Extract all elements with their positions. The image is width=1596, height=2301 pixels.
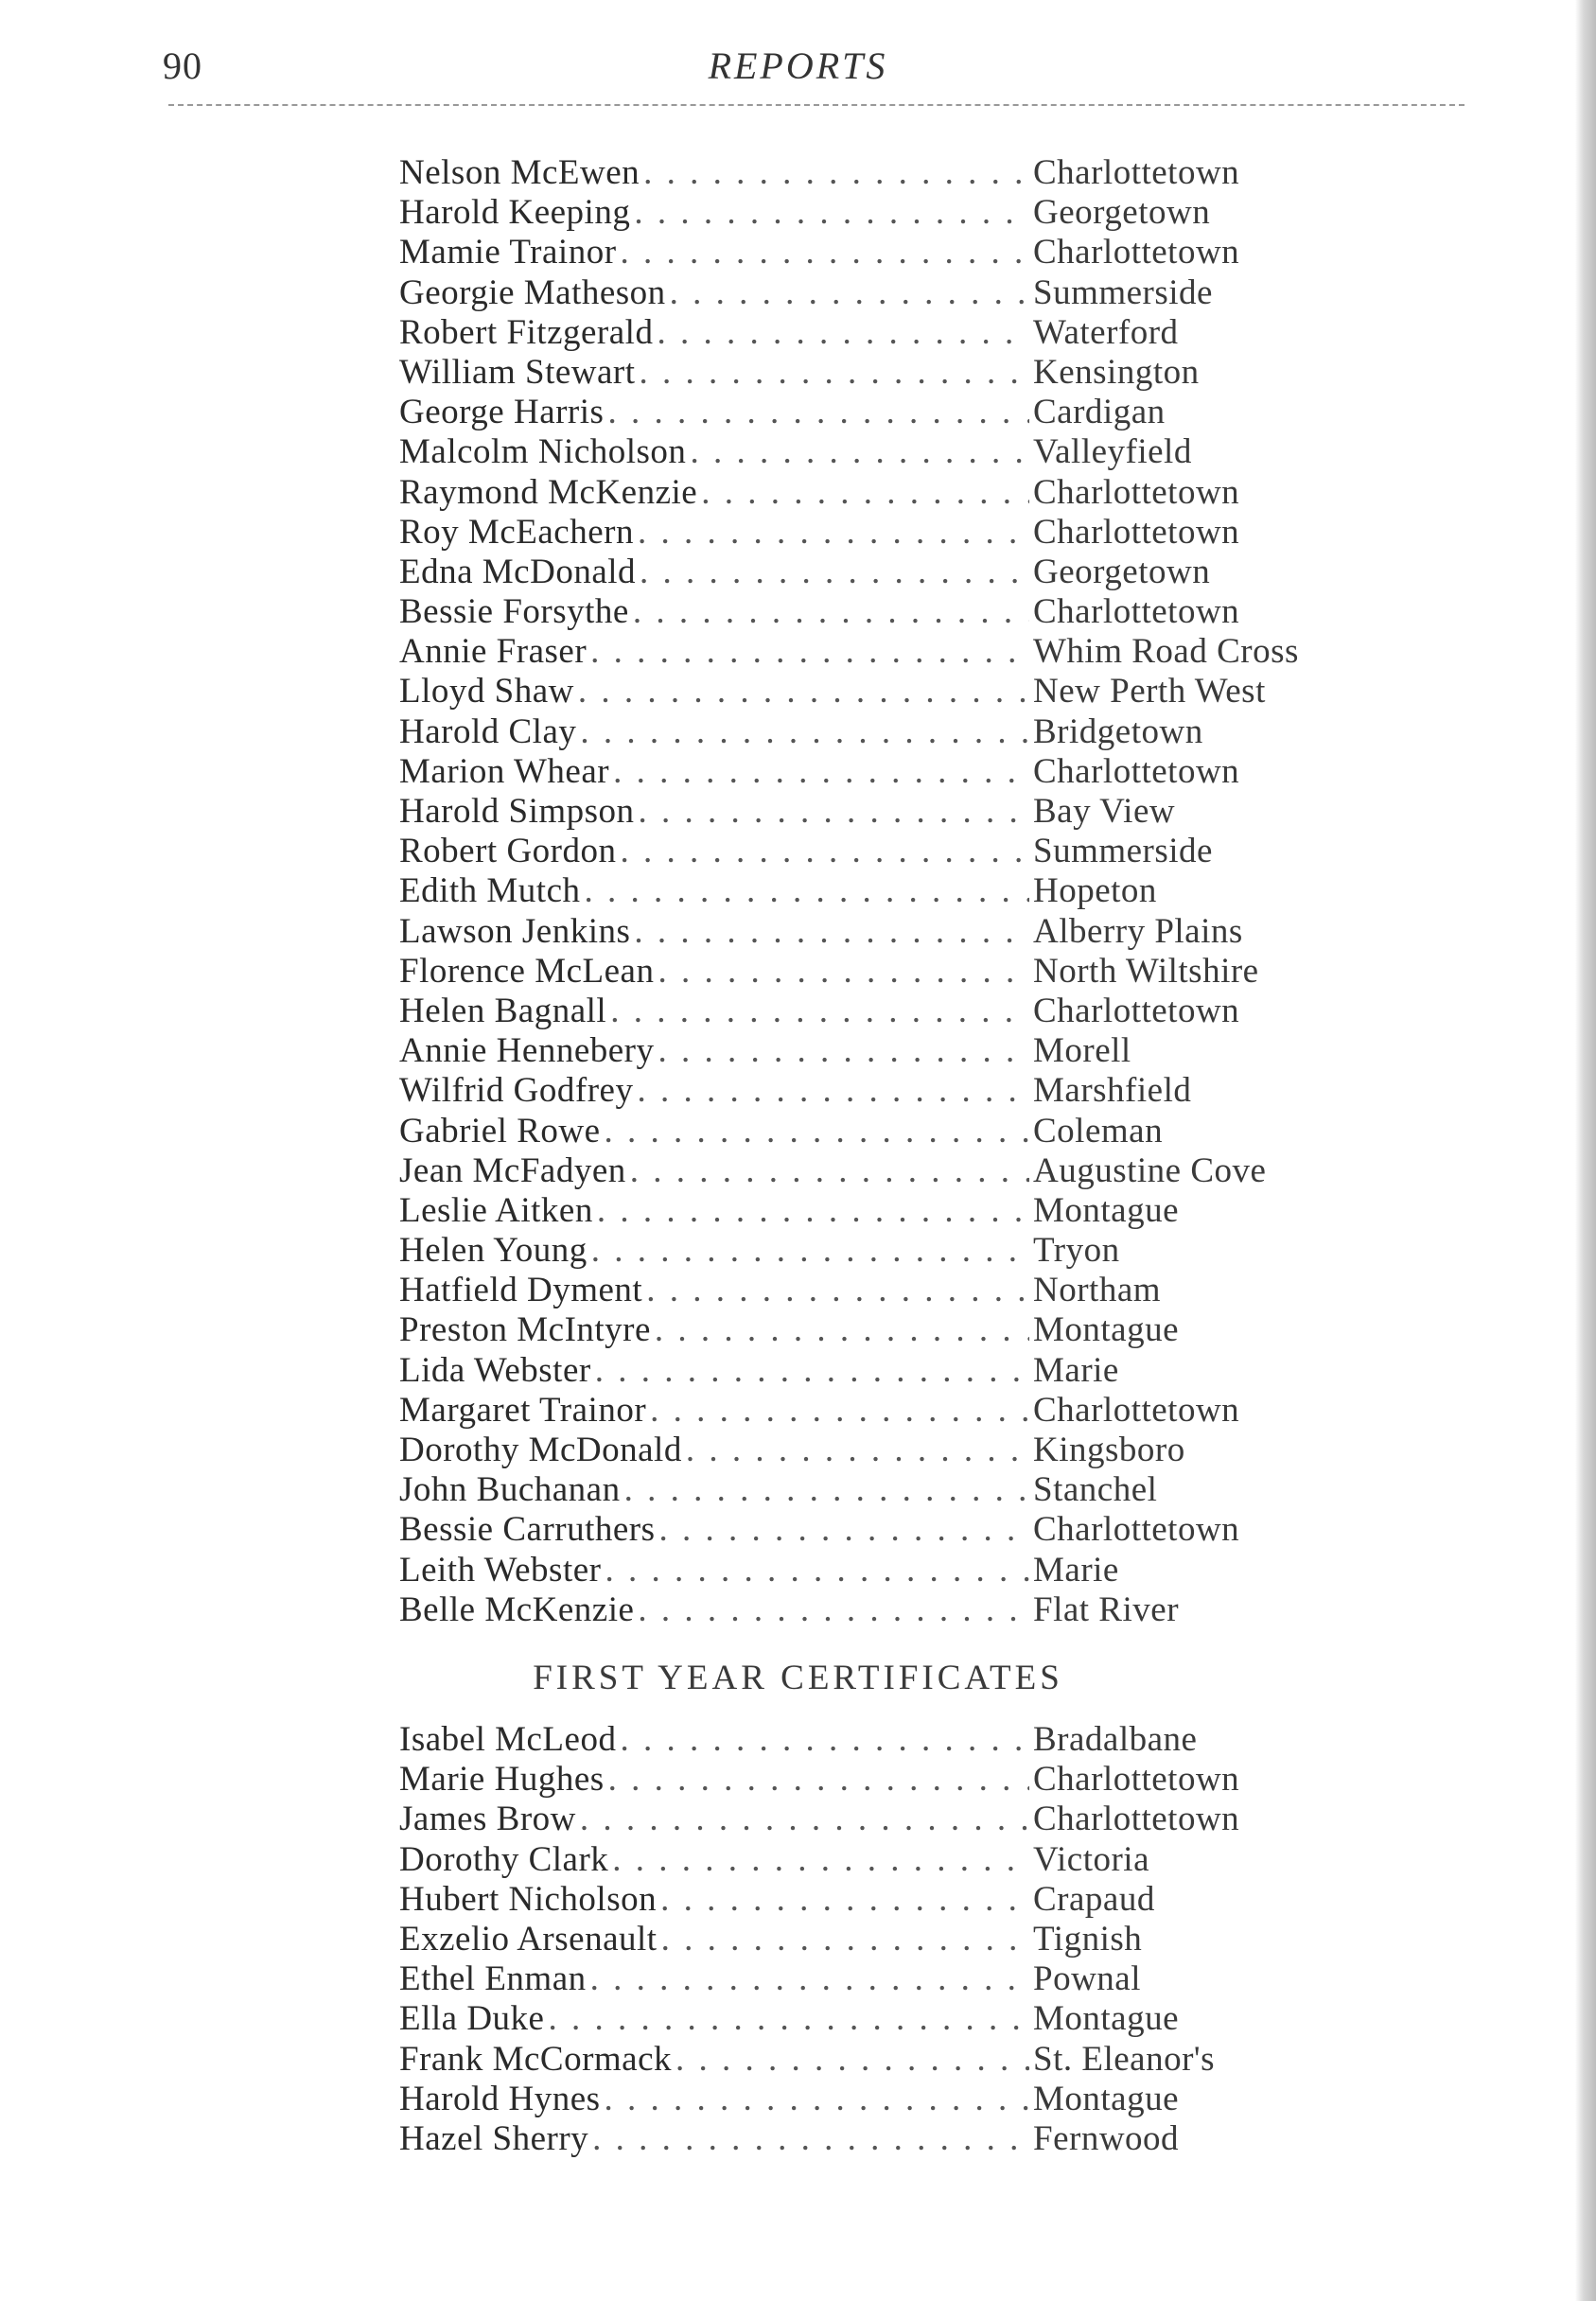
list-item bbox=[399, 1431, 1298, 1470]
list-item bbox=[399, 992, 1298, 1031]
list-item bbox=[399, 1880, 1298, 1920]
list-item bbox=[399, 1310, 1298, 1350]
student-name: Harold Hynes bbox=[399, 2079, 601, 2118]
hometown: Kingsboro bbox=[1033, 1431, 1185, 1469]
hometown: New Perth West bbox=[1033, 672, 1266, 711]
hometown: Marshfield bbox=[1033, 1071, 1192, 1111]
list-item bbox=[399, 672, 1298, 711]
dot-leader bbox=[612, 1840, 1029, 1880]
student-name: Annie Fraser bbox=[399, 632, 588, 672]
hometown: Montague bbox=[1033, 2079, 1180, 2118]
dot-leader bbox=[630, 1151, 1029, 1191]
list-item bbox=[399, 1031, 1298, 1071]
page-edge-shadow bbox=[1575, 0, 1596, 2301]
student-name: Harold Simpson bbox=[399, 792, 635, 831]
hometown: Montague bbox=[1033, 1999, 1180, 2039]
hometown: Kensington bbox=[1033, 352, 1200, 392]
list-item bbox=[399, 473, 1298, 513]
dot-leader bbox=[585, 871, 1029, 911]
hometown: Whim Road Cross bbox=[1033, 632, 1299, 672]
list-item bbox=[399, 952, 1298, 992]
hometown: Charlottetown bbox=[1033, 233, 1240, 272]
student-name: Malcolm Nicholson bbox=[399, 432, 687, 472]
dot-leader bbox=[675, 2040, 1029, 2080]
hometown: Charlottetown bbox=[1033, 472, 1240, 512]
hometown: Waterford bbox=[1033, 312, 1179, 352]
dot-leader bbox=[650, 1391, 1029, 1431]
student-name: Lloyd Shaw bbox=[399, 672, 574, 711]
student-name: Exzelio Arsenault bbox=[399, 1919, 658, 1958]
dot-leader bbox=[638, 1590, 1029, 1630]
dot-leader bbox=[633, 592, 1029, 632]
dot-leader bbox=[624, 1470, 1029, 1510]
hometown: Charlottetown bbox=[1033, 1800, 1240, 1839]
dot-leader bbox=[591, 1231, 1029, 1271]
first-year-certificate-list bbox=[399, 1720, 1298, 2159]
hometown: Northam bbox=[1033, 1271, 1162, 1310]
student-name: Frank McCormack bbox=[399, 2039, 673, 2079]
student-name: Bessie Carruthers bbox=[399, 1510, 656, 1550]
hometown: Summerside bbox=[1033, 832, 1213, 871]
hometown: Cardigan bbox=[1033, 393, 1166, 432]
dot-leader bbox=[646, 1271, 1029, 1310]
dot-leader bbox=[578, 672, 1029, 711]
student-name: Lawson Jenkins bbox=[399, 911, 631, 951]
list-item bbox=[399, 1231, 1298, 1271]
dot-leader bbox=[643, 153, 1029, 193]
dot-leader bbox=[658, 952, 1029, 992]
list-item bbox=[399, 2119, 1298, 2159]
student-name: John Buchanan bbox=[399, 1470, 621, 1510]
hometown: Charlottetown bbox=[1033, 592, 1240, 632]
dot-leader bbox=[605, 1551, 1029, 1590]
student-name: Hubert Nicholson bbox=[399, 1879, 658, 1919]
student-name: Gabriel Rowe bbox=[399, 1111, 601, 1150]
list-item bbox=[399, 912, 1298, 952]
dot-leader bbox=[686, 1431, 1029, 1470]
list-item bbox=[399, 1510, 1298, 1550]
student-name: Georgie Matheson bbox=[399, 272, 666, 312]
hometown: Flat River bbox=[1033, 1590, 1180, 1629]
student-name: Roy McEachern bbox=[399, 512, 634, 552]
hometown: Valleyfield bbox=[1033, 432, 1192, 472]
list-item bbox=[399, 1760, 1298, 1800]
hometown: Augustine Cove bbox=[1033, 1150, 1267, 1190]
dot-leader bbox=[621, 832, 1030, 871]
list-item bbox=[399, 1551, 1298, 1590]
dot-leader bbox=[660, 1880, 1029, 1920]
certificate-list bbox=[399, 153, 1298, 1630]
page-number: 90 bbox=[163, 44, 202, 87]
running-head: REPORTS bbox=[708, 44, 888, 87]
dot-leader bbox=[640, 553, 1029, 592]
student-name: Wilfrid Godfrey bbox=[399, 1071, 634, 1111]
list-item bbox=[399, 1351, 1298, 1391]
hometown: Morell bbox=[1033, 1031, 1131, 1071]
list-item bbox=[399, 712, 1298, 752]
dot-leader bbox=[661, 1920, 1029, 1959]
hometown: St. Eleanor's bbox=[1033, 2039, 1215, 2079]
hometown: Charlottetown bbox=[1033, 751, 1240, 791]
student-name: Bessie Forsythe bbox=[399, 592, 629, 632]
dot-leader bbox=[657, 313, 1029, 353]
list-item bbox=[399, 1999, 1298, 2039]
student-name: Mamie Trainor bbox=[399, 233, 617, 272]
dot-leader bbox=[620, 1720, 1029, 1760]
dot-leader bbox=[592, 2119, 1029, 2159]
hometown: Georgetown bbox=[1033, 552, 1211, 591]
hometown: Charlottetown bbox=[1033, 1760, 1240, 1800]
student-name: Edith Mutch bbox=[399, 871, 581, 911]
list-item bbox=[399, 2080, 1298, 2119]
list-item bbox=[399, 1720, 1298, 1760]
student-name: Annie Hennebery bbox=[399, 1031, 655, 1071]
hometown: Coleman bbox=[1033, 1111, 1164, 1150]
list-item bbox=[399, 432, 1298, 472]
dot-leader bbox=[590, 632, 1029, 672]
list-item bbox=[399, 832, 1298, 871]
student-name: Ella Duke bbox=[399, 1999, 545, 2039]
dot-leader bbox=[659, 1510, 1029, 1550]
dot-leader bbox=[690, 432, 1029, 472]
list-item bbox=[399, 1391, 1298, 1431]
dot-leader bbox=[548, 1999, 1029, 2039]
student-name: Preston McIntyre bbox=[399, 1310, 651, 1350]
hometown: Georgetown bbox=[1033, 193, 1211, 233]
student-name: Margaret Trainor bbox=[399, 1390, 647, 1430]
hometown: Charlottetown bbox=[1033, 153, 1240, 192]
dot-leader bbox=[580, 712, 1029, 752]
list-item bbox=[399, 1151, 1298, 1191]
list-item bbox=[399, 393, 1298, 432]
student-name: Isabel McLeod bbox=[399, 1720, 617, 1759]
dot-leader bbox=[605, 2080, 1029, 2119]
hometown: Victoria bbox=[1033, 1839, 1150, 1879]
hometown: Tryon bbox=[1033, 1231, 1120, 1271]
hometown: Alberry Plains bbox=[1033, 911, 1243, 951]
student-name: Leith Webster bbox=[399, 1550, 602, 1590]
list-item bbox=[399, 153, 1298, 193]
dot-leader bbox=[658, 1031, 1029, 1071]
hometown: Tignish bbox=[1033, 1919, 1143, 1958]
student-name: Harold Clay bbox=[399, 711, 577, 751]
dot-leader bbox=[580, 1800, 1029, 1839]
list-item bbox=[399, 1071, 1298, 1111]
student-name: Robert Gordon bbox=[399, 832, 617, 871]
hometown: Charlottetown bbox=[1033, 1390, 1240, 1430]
dot-leader bbox=[613, 752, 1029, 792]
hometown: Montague bbox=[1033, 1190, 1180, 1230]
list-item bbox=[399, 2040, 1298, 2080]
student-name: Florence McLean bbox=[399, 951, 655, 991]
dot-leader bbox=[640, 353, 1029, 393]
student-name: Helen Bagnall bbox=[399, 991, 607, 1030]
student-name: Raymond McKenzie bbox=[399, 472, 698, 512]
student-name: Hatfield Dyment bbox=[399, 1271, 643, 1310]
student-name: James Brow bbox=[399, 1800, 576, 1839]
hometown: Bradalbane bbox=[1033, 1720, 1198, 1759]
student-name: Leslie Aitken bbox=[399, 1190, 593, 1230]
student-name: William Stewart bbox=[399, 352, 636, 392]
hometown: Marie bbox=[1033, 1550, 1119, 1590]
hometown: Charlottetown bbox=[1033, 991, 1240, 1030]
student-name: Lida Webster bbox=[399, 1350, 591, 1390]
list-item bbox=[399, 513, 1298, 553]
student-name: Dorothy Clark bbox=[399, 1839, 609, 1879]
dot-leader bbox=[701, 473, 1029, 513]
list-item bbox=[399, 632, 1298, 672]
dot-leader bbox=[638, 513, 1029, 553]
hometown: Crapaud bbox=[1033, 1879, 1155, 1919]
dot-leader bbox=[670, 273, 1029, 313]
student-name: Harold Keeping bbox=[399, 193, 631, 233]
dot-leader bbox=[634, 193, 1029, 233]
student-name: Dorothy McDonald bbox=[399, 1431, 682, 1469]
student-name: Hazel Sherry bbox=[399, 2118, 589, 2158]
dot-leader bbox=[590, 1959, 1029, 1999]
dot-leader bbox=[610, 992, 1029, 1031]
list-item bbox=[399, 1590, 1298, 1630]
dot-leader bbox=[637, 1071, 1029, 1111]
hometown: Montague bbox=[1033, 1310, 1180, 1350]
hometown: Charlottetown bbox=[1033, 1510, 1240, 1550]
dot-leader bbox=[608, 1760, 1029, 1800]
list-item bbox=[399, 871, 1298, 911]
list-item bbox=[399, 193, 1298, 233]
dot-leader bbox=[639, 792, 1029, 832]
hometown: Fernwood bbox=[1033, 2118, 1180, 2158]
section-heading-first-year-certificates: FIRST YEAR CERTIFICATES bbox=[533, 1659, 1063, 1697]
student-name: Belle McKenzie bbox=[399, 1590, 635, 1629]
hometown: Stanchel bbox=[1033, 1470, 1158, 1510]
hometown: North Wiltshire bbox=[1033, 951, 1259, 991]
list-item bbox=[399, 592, 1298, 632]
student-name: Marie Hughes bbox=[399, 1760, 605, 1800]
list-item bbox=[399, 1470, 1298, 1510]
list-item bbox=[399, 792, 1298, 832]
student-name: Marion Whear bbox=[399, 751, 610, 791]
hometown: Hopeton bbox=[1033, 871, 1157, 911]
dot-leader bbox=[605, 1112, 1029, 1151]
dot-leader bbox=[634, 912, 1029, 952]
list-item bbox=[399, 1191, 1298, 1231]
student-name: Nelson McEwen bbox=[399, 153, 640, 192]
student-name: Edna McDonald bbox=[399, 552, 637, 591]
hometown: Charlottetown bbox=[1033, 512, 1240, 552]
student-name: Jean McFadyen bbox=[399, 1150, 626, 1190]
list-item bbox=[399, 1112, 1298, 1151]
list-item bbox=[399, 553, 1298, 592]
list-item bbox=[399, 1800, 1298, 1839]
list-item bbox=[399, 353, 1298, 393]
hometown: Pownal bbox=[1033, 1959, 1141, 1999]
hometown: Bridgetown bbox=[1033, 711, 1203, 751]
dot-leader bbox=[655, 1310, 1029, 1350]
dot-leader bbox=[621, 233, 1029, 272]
list-item bbox=[399, 313, 1298, 353]
list-item bbox=[399, 1920, 1298, 1959]
list-item bbox=[399, 1840, 1298, 1880]
list-item bbox=[399, 752, 1298, 792]
hometown: Bay View bbox=[1033, 792, 1176, 831]
hometown: Marie bbox=[1033, 1350, 1119, 1390]
header-rule bbox=[168, 104, 1464, 106]
list-item bbox=[399, 233, 1298, 272]
dot-leader bbox=[597, 1191, 1029, 1231]
list-item bbox=[399, 273, 1298, 313]
student-name: George Harris bbox=[399, 393, 605, 432]
student-name: Robert Fitzgerald bbox=[399, 312, 654, 352]
dot-leader bbox=[595, 1351, 1029, 1391]
student-name: Helen Young bbox=[399, 1231, 588, 1271]
list-item bbox=[399, 1959, 1298, 1999]
student-name: Ethel Enman bbox=[399, 1959, 587, 1999]
dot-leader bbox=[607, 393, 1029, 432]
list-item bbox=[399, 1271, 1298, 1310]
hometown: Summerside bbox=[1033, 272, 1213, 312]
